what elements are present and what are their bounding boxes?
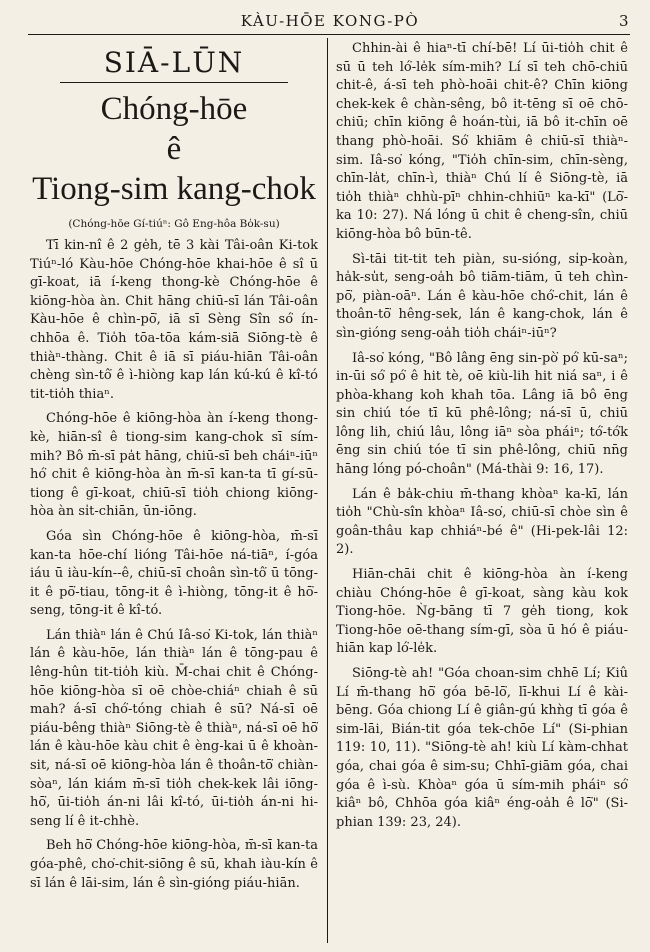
article-title-line-1: Chóng-hōe — [100, 91, 248, 127]
byline: (Chóng-hōe Gí-tiúⁿ: Gô Eng-hôa Bo̍k-su) — [68, 218, 280, 230]
column-divider — [327, 38, 328, 943]
paragraph: Beh hō͘ Chóng-hōe kiōng-hòa, m̄-sī kan-ta góa-phê, cho͘-chit-siōng ê sū, khah iàu-kín ê sī lán ê lāi-sim, lán ê sìn-gióng piáu-hiān. — [30, 838, 318, 891]
paragraph: Góa sìn Chóng-hōe ê kiōng-hòa, m̄-sī kan-ta hōe-chí lióng Tâi-hōe ná-tiāⁿ, í-góa iáu ū iàu-kín--ê, chiū-sī choân sìn-tô͘ ū tōng-it ê pō͘-tiau, tōng-it ê ì-hiòng, tōng-it ê hō͘-seng, tōng-it ê kî-tó. — [30, 528, 318, 619]
paragraph: Siōng-tè ah! "Góa choan-sim chhē Lí; Kiû Lí m̄-thang hō͘ góa bē-lō͘, lī-khui Lí ê kài-bēng. Góa chiong Lí ê giân-gú khǹg tī góa ê sim-lāi, Bián-tit góa tek-chōe Lí" (Si-phian 119: 10, 11). "Siōng-tè ah! kiù Lí kàm-chhat góa, chai góa ê sim-su; Chhī-giām góa, chai góa ê ì-sù. Khòaⁿ góa ū sím-mih pháiⁿ só͘ kiâⁿ bô, Chhōa góa kiâⁿ éng-oa̍h ê lō͘" (Si-phian 139: 23, 24). — [336, 666, 628, 830]
paragraph: Tī kin-nî ê 2 ge̍h, tē 3 kài Tâi-oân Ki-tok Tiúⁿ-ló Kàu-hōe Chóng-hōe khai-hōe ê sî ū gī-koat, iā í-keng thong-kè Chóng-hōe ê kiōng-hòa àn. Chit hāng chiū-sī lán Tâi-oân Kàu-hōe ê chìn-pō͘, iā sī Sèng Sîn só͘ ín-chhōa ê. Tio̍h tōa-tōa kám-siā Siōng-tè ê thiàⁿ-thàng. Chit ê iā sī piáu-hiān Tâi-oân chèng sìn-tô͘ ê ì-hiòng kap lán kú-kú ê kî-tó tit-tio̍h thiaⁿ. — [30, 238, 318, 402]
article-title-line-3: Tiong-sim kang-chok — [32, 171, 316, 207]
right-column — [336, 40, 628, 838]
paragraph: Chhin-ài ê hiaⁿ-tī chí-bē! Lí ūi-tio̍h chit ê sū ū teh ló͘-le̍k sím-mih? Lí sī teh chō-chiū chit-ê, á-sī teh phò-hoāi chit-ê? Chīn kiōng chek-kek ê chàn-sêng, bô it-tēng sī oē chō-chiū; chīn kiōng ê hoán-tùi, iā bô it-chīn oē thang phò-hoāi. Só͘ khiām ê chiū-sī thiàⁿ-sim. Iâ-so͘ kóng, "Tio̍h chīn-sim, chīn-sèng, chīn-la̍t, chīn-ì, thiàⁿ Chú lí ê Siōng-tè, iā tio̍h thiàⁿ chhù-pīⁿ chhin-chhiūⁿ ka-kī" (Lō͘-ka 10: 27). Ná lóng ū chit ê cheng-sîn, chiū kiōng-hòa bô būn-tê. — [336, 41, 628, 242]
paragraph: Lán ê ba̍k-chiu m̄-thang khòaⁿ ka-kī, lán tio̍h "Chù-sîn khòaⁿ Iâ-so͘, chiū-sī chòe sìn ê goân-thâu kap chhiáⁿ-bé ê" (Hi-pek-lâi 12: 2). — [336, 486, 628, 558]
running-title: KÀU-HŌE KONG-PÒ — [240, 12, 420, 30]
header-rule — [28, 34, 630, 35]
article-title-line-2: ê — [166, 131, 182, 167]
page-header — [30, 10, 630, 34]
paragraph: Chóng-hōe ê kiōng-hòa àn í-keng thong-kè, hiān-sî ê tiong-sim kang-chok sī sím-mih? Bô m̄-sī pa̍t hāng, chiū-sī beh cháiⁿ-iūⁿ hó͘ chit ê kiōng-hòa àn m̄-sī kan-ta tī gí-sū-tiong ê gī-koat, chiū-sī tio̍h chiong kiōng-hòa àn si̍t-chiān, ūn-iōng. — [30, 411, 318, 520]
section-title-rule — [60, 82, 288, 83]
paragraph: Lán thiàⁿ lán ê Chú Iâ-so͘ Ki-tok, lán thiàⁿ lán ê kàu-hōe, lán thiàⁿ lán ê tōng-pau ê lêng-hûn tit-tio̍h kiù. M̄-chai chit ê Chóng-hōe kiōng-hòa sī oē chòe-chiáⁿ chiah ê sū mah? á-sī chó͘-tóng chiah ê sū? Ná-sī oē piáu-bêng thiàⁿ Siōng-tè ê thiàⁿ, ná-sī oē hō͘ lán ê kàu-hōe kàu chit ê èng-kai ū ê khoàn-sit, ná-sī oē kiōng-hòa lán ê thoân-tō͘ chiàn-sòaⁿ, lán kiám m̄-sī tio̍h chek-kek lâi iōng-hō͘, ūi-tio̍h án-ni lâi kî-tó, ūi-tio̍h án-ni hi-seng lí ê it-chhè. — [30, 627, 318, 829]
page-number: 3 — [618, 12, 630, 30]
section-title: SIĀ-LŪN — [103, 46, 245, 79]
paragraph: Iâ-so͘ kóng, "Bô lâng ēng sin-pò͘ pó͘ kū-saⁿ; in-ūi só͘ pó͘ ê hit tè, oē kiù-lih hit niá saⁿ, i ê phòa-khang koh khah tōa. Lâng iā bô ēng sin chiú tóe tī kū phê-lông; ná-sī ū, chiū lông lih, chiú lâu, lông iāⁿ sòa pháiⁿ; tó͘-tó͘k ēng sin chiú tóe tī sin phê-lông, chiū nn̄g hāng lóng pó-choân" (Má-thài 9: 16, 17). — [336, 350, 628, 478]
paragraph: Hiān-chāi chit ê kiōng-hòa àn í-keng chiàu Chóng-hōe ê gī-koat, sàng kàu kok Tiong-hōe. Ǹg-bāng tī 7 ge̍h tiong, kok Tiong-hōe oē-thang sím-gī, sòa ū hó ê piáu-hiān kap ló͘-le̍k. — [336, 567, 628, 657]
left-column — [30, 40, 318, 899]
paragraph: Sì-tāi tit-tit teh piàn, su-sióng, si̍p-koàn, ha̍k-su̍t, seng-oa̍h bô tiām-tiām, ū teh chìn-pō͘, piàn-oāⁿ. Lán ê kàu-hōe chó͘-chit, lán ê thoân-tō͘ hêng-sek, lán ê kang-chok, lán ê sìn-gióng seng-oa̍h tio̍h cháiⁿ-iūⁿ? — [336, 251, 628, 341]
